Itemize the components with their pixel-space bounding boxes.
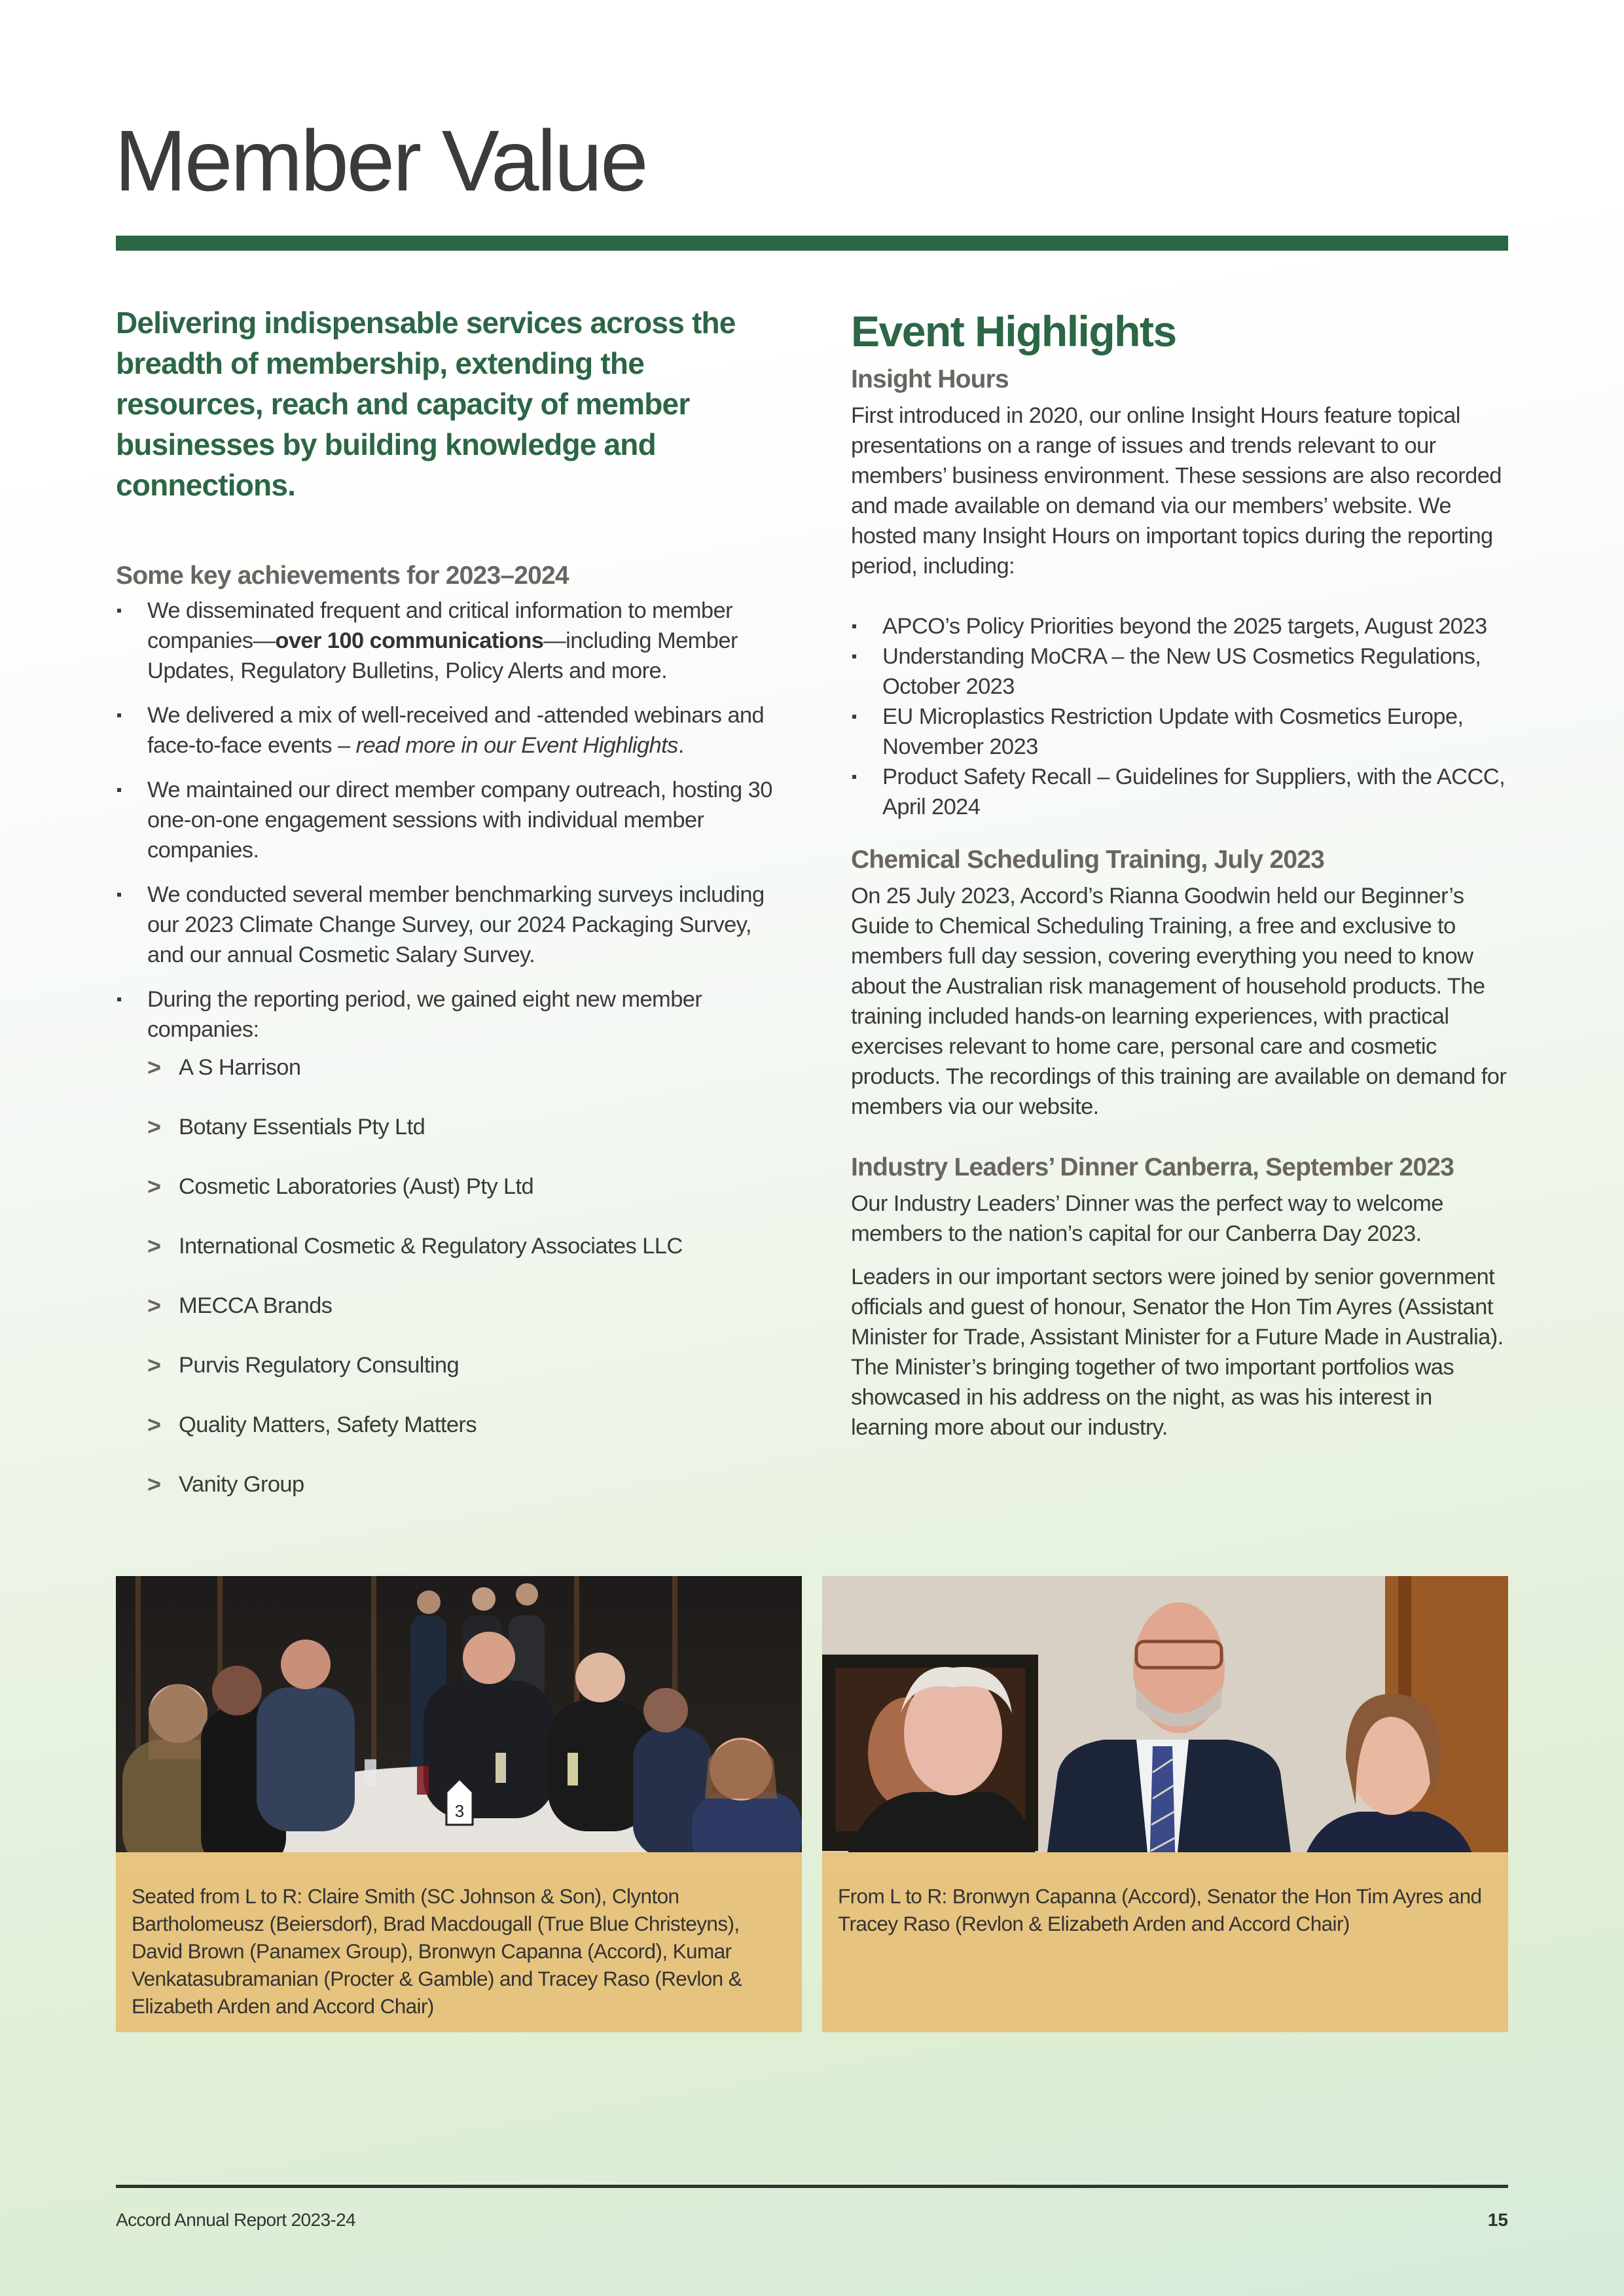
title-divider: [116, 236, 1508, 251]
insight-hours-body: First introduced in 2020, our online Insight Hours feature topical presentations on a range of issues and trends relevant to our members’ business environment. These sessions are also recorded and made available on demand via our members’ website. We hosted many Insight Hours on important topics during the reporting period, including:: [851, 403, 1502, 579]
achievements-heading: Some key achievements for 2023–2024: [116, 562, 569, 590]
insight-hour-item: Product Safety Recall – Guidelines for Suppliers, with the ACCC, April 2024: [851, 762, 1512, 822]
achievement-item: We delivered a mix of well-received and -attended webinars and face-to-face events – read more in our Event Highlights.: [116, 700, 777, 761]
dinner-table-caption-text: Seated from L to R: Claire Smith (SC Johnson & Son), Clynton Bartholomeusz (Beiersdorf), Brad Macdougall (True Blue Christeyns), David Brown (Panamex Group), Bronwyn Capanna (Accord), Kumar Venkatasubramanian (Procter & Gamble) and Tracey Raso (Revlon & Elizabeth Arden and Accord Chair): [132, 1884, 742, 2018]
achievements-list: [116, 596, 777, 1515]
chemical-training-body: On 25 July 2023, Accord’s Rianna Goodwin held our Beginner’s Guide to Chemical Scheduling Training, a free and exclusive to members full day session, covering everything you need to know about the Australian risk management of household products. The training included hands-on learning experiences, with practical exercises relevant to home care, personal care and cosmetic products. The recordings of this training are available on demand for members via our website.: [851, 884, 1507, 1119]
dinner-table-caption: [116, 1852, 802, 2032]
bullet-icon: [852, 775, 856, 779]
bullet-icon: [117, 713, 121, 717]
chevron-right-icon: >: [147, 1471, 161, 1498]
new-member-item: > Botany Essentials Pty Ltd: [147, 1112, 777, 1157]
chemical-training-heading: Chemical Scheduling Training, July 2023: [851, 846, 1325, 874]
new-member-item: > A S Harrison: [147, 1052, 777, 1098]
bullet-icon: [852, 624, 856, 628]
dinner-table-photo: [116, 1576, 802, 1872]
new-members-list: [147, 1052, 777, 1515]
footer-report-title: Accord Annual Report 2023-24: [116, 2210, 356, 2230]
minister-photo: [822, 1576, 1508, 1872]
page-number: 15: [1487, 2210, 1508, 2230]
chevron-right-icon: >: [147, 1173, 161, 1200]
insight-hour-item: APCO’s Policy Priorities beyond the 2025 targets, August 2023: [851, 611, 1512, 641]
dinner-table-image: [116, 1576, 802, 1872]
event-highlights-reference: read more in our Event Highlights: [355, 733, 678, 758]
chevron-right-icon: >: [147, 1232, 161, 1259]
chevron-right-icon: >: [147, 1054, 161, 1081]
bullet-icon: [117, 997, 121, 1001]
new-member-item: > International Cosmetic & Regulatory Associates LLC: [147, 1231, 777, 1276]
chevron-right-icon: >: [147, 1113, 161, 1140]
leaders-dinner-body-1: Our Industry Leaders’ Dinner was the perfect way to welcome members to the nation’s capital for our Canberra Day 2023.: [851, 1191, 1443, 1246]
new-member-item: > Cosmetic Laboratories (Aust) Pty Ltd: [147, 1172, 777, 1217]
insight-hour-item: Understanding MoCRA – the New US Cosmetics Regulations, October 2023: [851, 641, 1512, 702]
achievement-item: We conducted several member benchmarking surveys including our 2023 Climate Change Survey, our 2024 Packaging Survey, and our annual Cosmetic Salary Survey.: [116, 880, 777, 970]
lead-statement: Delivering indispensable services across the breadth of membership, extending the resources, reach and capacity of member businesses by building knowledge and connections.: [116, 306, 736, 502]
minister-caption-text: From L to R: Bronwyn Capanna (Accord), Senator the Hon Tim Ayres and Tracey Raso (Revlon & Elizabeth Arden and Accord Chair): [838, 1884, 1482, 1935]
insight-hours-list: [851, 611, 1512, 822]
chevron-right-icon: >: [147, 1411, 161, 1438]
achievement-item: We disseminated frequent and critical information to member companies—over 100 communications—including Member Updates, Regulatory Bulletins, Policy Alerts and more.: [116, 596, 777, 686]
footer-divider: [116, 2185, 1508, 2188]
bullet-icon: [852, 715, 856, 719]
chevron-right-icon: >: [147, 1352, 161, 1378]
caption-overlay: [822, 1852, 1508, 1872]
event-highlights-section: [851, 308, 1512, 1456]
new-member-item: > MECCA Brands: [147, 1291, 777, 1336]
insight-hour-item: EU Microplastics Restriction Update with Cosmetics Europe, November 2023: [851, 702, 1512, 762]
bullet-icon: [852, 655, 856, 658]
leaders-dinner-body-2: Leaders in our important sectors were joined by senior government officials and guest of honour, Senator the Hon Tim Ayres (Assistant Minister for Trade, Assistant Minister for a Future Made in Australia). The Minister’s bringing together of two important portfolios was showcased in his address on the night, as was his interest in learning more about our industry.: [851, 1265, 1504, 1440]
chevron-right-icon: >: [147, 1292, 161, 1319]
bullet-icon: [117, 609, 121, 613]
new-member-item: > Quality Matters, Safety Matters: [147, 1410, 777, 1455]
highlight-text: over 100 communications: [275, 628, 544, 653]
leaders-dinner-heading: Industry Leaders’ Dinner Canberra, September 2023: [851, 1153, 1454, 1181]
bullet-icon: [117, 893, 121, 897]
caption-overlay: [116, 1852, 802, 1872]
insight-hours-heading: Insight Hours: [851, 365, 1009, 393]
bullet-icon: [117, 788, 121, 792]
achievements-section: [116, 560, 777, 1529]
minister-caption: [822, 1852, 1508, 2032]
event-highlights-title: Event Highlights: [851, 307, 1176, 355]
new-member-item: > Vanity Group: [147, 1469, 777, 1515]
table-number: 3: [454, 1801, 465, 1821]
page-title: Member Value: [115, 113, 647, 209]
achievement-item: During the reporting period, we gained eight new member companies: > A S Harrison > Botany Essentials Pty Ltd > Cosmetic Laboratories (Aust) Pty Ltd > International Cosmetic & Regulatory Associates LLC > MECCA Brands > Purvis Regulatory Consulting > Quality Matters, Safety Matters > Vanity Group: [116, 984, 777, 1515]
new-member-item: > Purvis Regulatory Consulting: [147, 1350, 777, 1395]
achievement-item: We maintained our direct member company outreach, hosting 30 one-on-one engagement sessions with individual member companies.: [116, 775, 777, 865]
minister-image: [822, 1576, 1508, 1872]
